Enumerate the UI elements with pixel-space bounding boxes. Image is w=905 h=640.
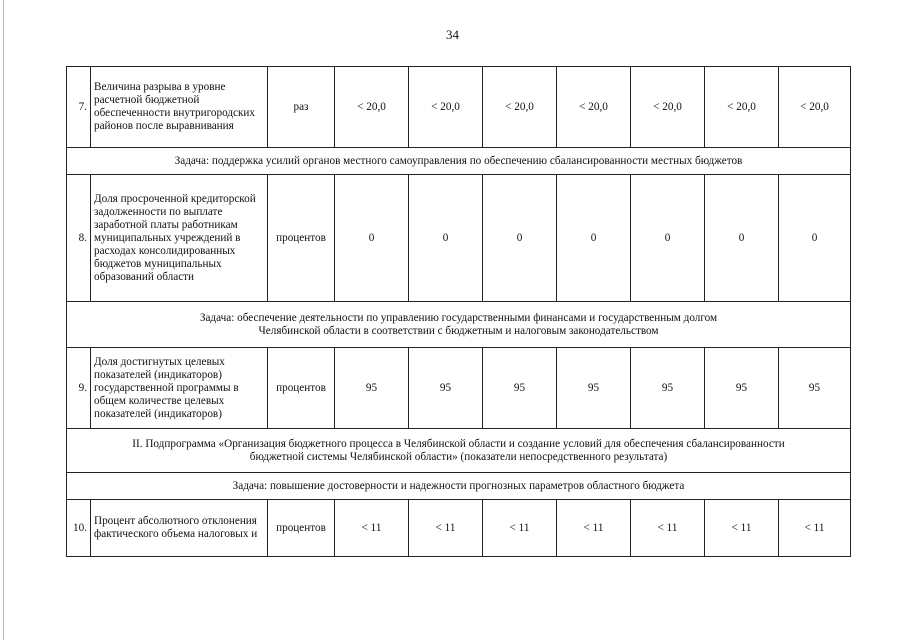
value-cell: < 20,0 xyxy=(557,67,631,148)
subprogram-text-line: II. Подпрограмма «Организация бюджетного процесса в Челябинской области и создание условий для обеспечения сбалансированности xyxy=(132,437,785,450)
value-cell: 0 xyxy=(779,175,851,302)
indicator-name: Доля просроченной кредиторской задолженности по выплате заработной платы работникам муниципальных учреждений в расходах консолидированных бюджетов муниципальных образований области xyxy=(91,175,268,302)
table-row xyxy=(67,500,851,557)
row-number: 7. xyxy=(67,67,91,148)
indicator-name: Процент абсолютного отклонения фактического объема налоговых и xyxy=(91,500,268,557)
subprogram-row xyxy=(67,429,851,473)
task-row xyxy=(67,302,851,348)
value-cell: 95 xyxy=(631,348,705,429)
value-cell: 95 xyxy=(705,348,779,429)
value-cell: < 11 xyxy=(409,500,483,557)
value-cell: < 11 xyxy=(631,500,705,557)
row-number: 9. xyxy=(67,348,91,429)
value-cell: < 11 xyxy=(483,500,557,557)
page-left-edge xyxy=(3,0,4,640)
indicator-name: Величина разрыва в уровне расчетной бюджетной обеспеченности внутригородских районов после выравнивания xyxy=(91,67,268,148)
task-row xyxy=(67,473,851,500)
subprogram-text xyxy=(67,429,851,473)
value-cell: 0 xyxy=(335,175,409,302)
subprogram-text-line: бюджетной системы Челябинской области» (показатели непосредственного результата) xyxy=(249,450,668,463)
value-cell: 0 xyxy=(705,175,779,302)
value-cell: 0 xyxy=(557,175,631,302)
row-number: 10. xyxy=(67,500,91,557)
value-cell: < 11 xyxy=(779,500,851,557)
value-cell: 95 xyxy=(779,348,851,429)
value-cell: < 11 xyxy=(705,500,779,557)
value-cell: 0 xyxy=(631,175,705,302)
task-row xyxy=(67,148,851,175)
value-cell: < 20,0 xyxy=(335,67,409,148)
task-text-line: Челябинской области в соответствии с бюджетным и налоговым законодательством xyxy=(258,324,659,337)
value-cell: < 11 xyxy=(557,500,631,557)
task-text xyxy=(67,302,851,348)
table-row xyxy=(67,175,851,302)
page-number: 34 xyxy=(446,27,459,42)
value-cell: < 20,0 xyxy=(631,67,705,148)
table-row xyxy=(67,67,851,148)
value-cell: < 11 xyxy=(335,500,409,557)
task-text-line: Задача: обеспечение деятельности по управлению государственными финансами и государственным долгом xyxy=(199,311,718,324)
value-cell: < 20,0 xyxy=(483,67,557,148)
unit-cell: процентов xyxy=(268,348,335,429)
value-cell: 95 xyxy=(335,348,409,429)
value-cell: 95 xyxy=(483,348,557,429)
value-cell: < 20,0 xyxy=(779,67,851,148)
value-cell: < 20,0 xyxy=(705,67,779,148)
task-text: Задача: повышение достоверности и надежности прогнозных параметров областного бюджета xyxy=(67,473,851,500)
indicator-name: Доля достигнутых целевых показателей (индикаторов) государственной программы в общем количестве целевых показателей (индикаторов) xyxy=(91,348,268,429)
row-number: 8. xyxy=(67,175,91,302)
value-cell: 95 xyxy=(409,348,483,429)
unit-cell: процентов xyxy=(268,500,335,557)
task-text: Задача: поддержка усилий органов местного самоуправления по обеспечению сбалансированности местных бюджетов xyxy=(67,148,851,175)
value-cell: 0 xyxy=(483,175,557,302)
table-row xyxy=(67,348,851,429)
unit-cell: раз xyxy=(268,67,335,148)
value-cell: 0 xyxy=(409,175,483,302)
unit-cell: процентов xyxy=(268,175,335,302)
value-cell: < 20,0 xyxy=(409,67,483,148)
indicators-table xyxy=(66,66,851,557)
value-cell: 95 xyxy=(557,348,631,429)
